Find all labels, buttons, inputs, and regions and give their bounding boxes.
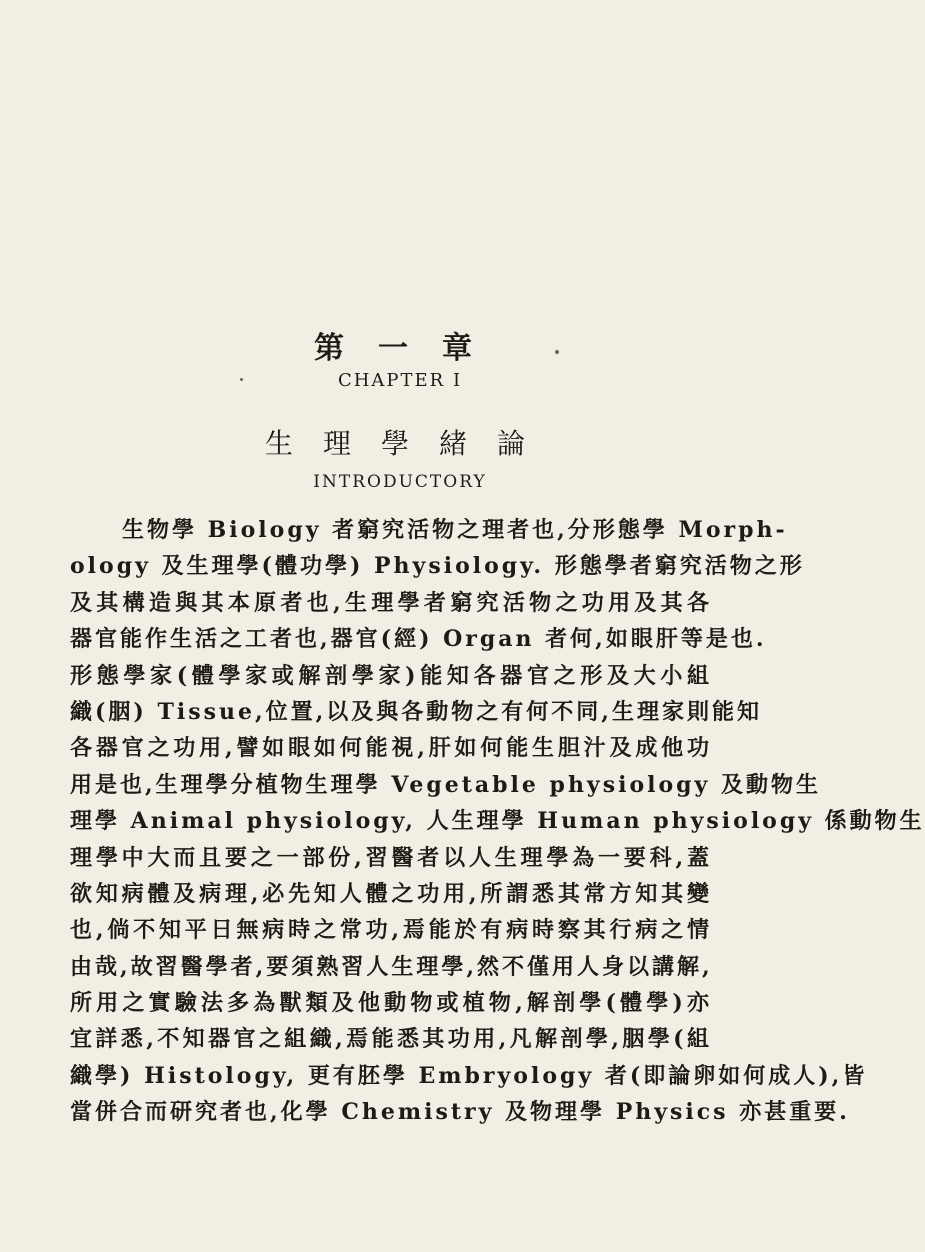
text-line: 欲知病體及病理,必先知人體之功用,所謂悉其常方知其變: [70, 880, 712, 907]
chapter-heading-english: CHAPTER I: [337, 370, 463, 391]
text-line: 當併合而研究者也,化學 Chemistry 及物理學 Physics 亦甚重要.: [70, 1099, 850, 1126]
chapter-title-english: INTRODUCTORY: [313, 472, 487, 492]
text-line: 器官能作生活之工者也,器官(經) Organ 者何,如眼肝等是也.: [70, 626, 767, 653]
text-line: 各器官之功用,譬如眼如何能視,肝如何能生胆汁及成他功: [70, 735, 712, 762]
body-paragraph: [70, 512, 925, 1131]
text-line: 由哉,故習醫學者,要須熟習人生理學,然不僅用人身以講解,: [70, 953, 713, 980]
text-line: 理學 Animal physiology, 人生理學 Human physiology 係動物生: [70, 808, 925, 835]
text-line: 用是也,生理學分植物生理學 Vegetable physiology 及動物生: [70, 771, 821, 798]
chapter-heading-chinese: 第一章: [314, 331, 506, 366]
text-line: 織(胭) Tissue,位置,以及與各動物之有何不同,生理家則能知: [70, 698, 762, 725]
text-line: 所用之實驗法多為獸類及他動物或植物,解剖學(體學)亦: [70, 990, 712, 1017]
text-line: 理學中大而且要之一部份,習醫者以人生理學為一要科,蓋: [70, 844, 712, 871]
text-line: ology 及生理學(體功學) Physiology. 形態學者窮究活物之形: [70, 553, 805, 580]
text-line: 也,倘不知平日無病時之常功,焉能於有病時察其行病之情: [70, 917, 712, 944]
text-line: 形態學家(體學家或解剖學家)能知各器官之形及大小組: [70, 662, 712, 689]
chapter-title-chinese: 生理學緒論: [264, 427, 555, 460]
text-line: 宜詳悉,不知器官之組織,焉能悉其功用,凡解剖學,胭學(組: [70, 1026, 712, 1053]
text-line: 生物學 Biology 者窮究活物之理者也,分形態學 Morph-: [122, 517, 788, 543]
text-line: 及其構造與其本原者也,生理學者窮究活物之功用及其各: [70, 589, 712, 616]
text-line: 織學) Histology, 更有胚學 Embryology 者(即論卵如何成人),皆: [70, 1062, 868, 1089]
